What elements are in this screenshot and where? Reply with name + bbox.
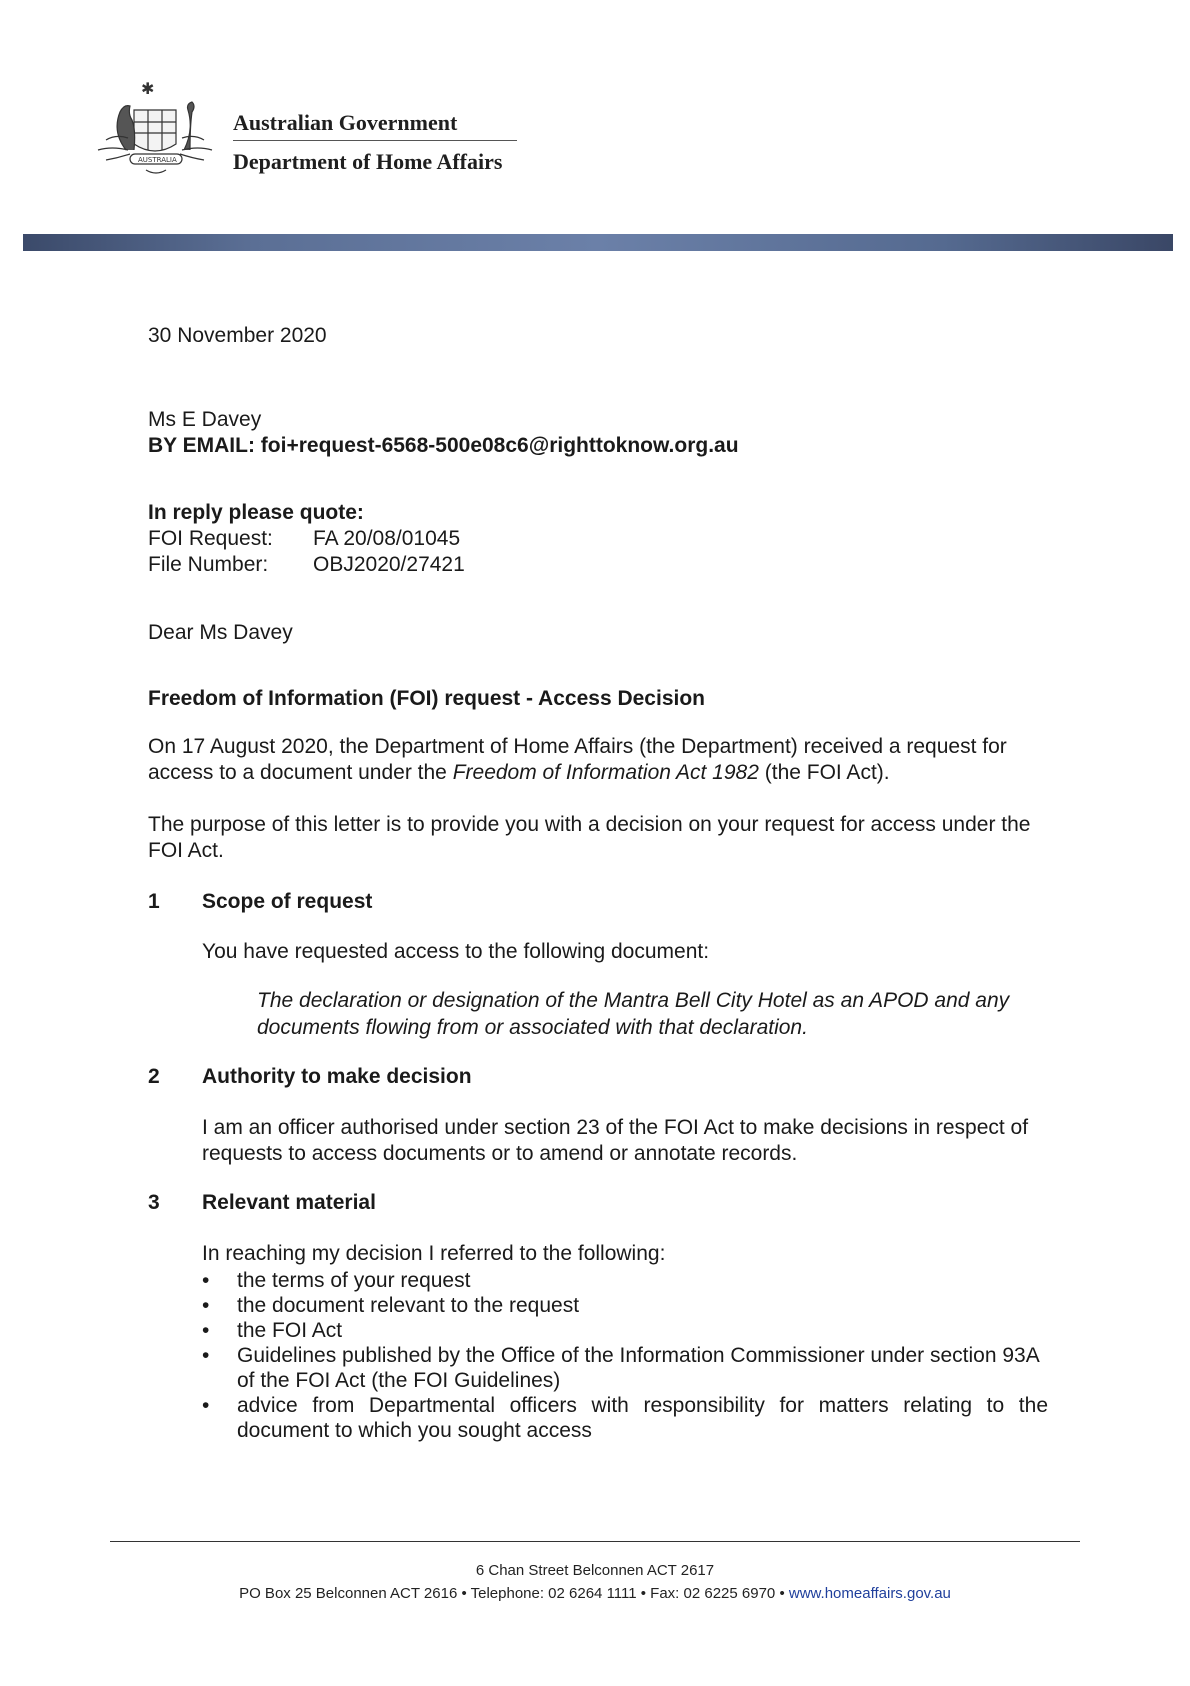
reference-block (148, 500, 1048, 578)
letterhead-band (23, 234, 1173, 251)
bullet-icon: • (202, 1269, 210, 1292)
section-number: 3 (148, 1191, 160, 1214)
material-intro: In reaching my decision I referred to the following: (202, 1242, 666, 1265)
bullet-icon: • (202, 1294, 210, 1317)
paragraph-receipt (148, 734, 1053, 786)
list-item (202, 1293, 1048, 1318)
list-item (202, 1268, 1048, 1293)
subject-heading: Freedom of Information (FOI) request - Access Decision (148, 687, 705, 710)
reference-heading: In reply please quote: (148, 501, 364, 524)
list-item-text: the document relevant to the request (237, 1294, 580, 1317)
recipient-block (148, 407, 1048, 459)
list-item (202, 1393, 1048, 1443)
list-item (202, 1318, 1048, 1343)
section-number: 2 (148, 1065, 160, 1088)
website-link[interactable]: www.homeaffairs.gov.au (788, 1585, 951, 1602)
file-number-row (148, 552, 1048, 578)
government-name: Australian Government (233, 108, 517, 141)
footer-contact-details: PO Box 25 Belconnen ACT 2616 • Telephone: 02 6264 1111 • Fax: 02 6225 6970 • (239, 1585, 785, 1602)
authority-paragraph: I am an officer authorised under section 23 of the FOI Act to make decisions in respect of requests to access documents or to amend or annotate records. (202, 1116, 1029, 1165)
footer-divider (110, 1541, 1080, 1542)
letter-date: 30 November 2020 (148, 324, 327, 347)
list-item (202, 1343, 1048, 1393)
svg-text:✱: ✱ (141, 80, 155, 98)
section-title: Authority to make decision (202, 1065, 472, 1088)
svg-text:AUSTRALIA: AUSTRALIA (138, 156, 177, 164)
email-label: BY EMAIL: (148, 434, 255, 457)
agency-name-block (233, 108, 517, 177)
bullet-icon: • (202, 1319, 210, 1342)
recipient-email-line (148, 433, 1048, 459)
section-1-heading (148, 889, 1048, 915)
section-title: Relevant material (202, 1191, 376, 1214)
scope-intro: You have requested access to the following document: (202, 940, 710, 963)
file-number-label: File Number: (148, 553, 269, 576)
footer-address: 6 Chan Street Belconnen ACT 2617 (475, 1562, 715, 1579)
coat-of-arms-logo (86, 80, 226, 180)
act-name: Freedom of Information Act 1982 (452, 761, 759, 784)
department-name: Department of Home Affairs (233, 149, 503, 174)
list-item-text: the FOI Act (237, 1319, 343, 1342)
list-item-text: the terms of your request (237, 1269, 471, 1292)
file-number-value: OBJ2020/27421 (313, 553, 465, 576)
paragraph-receipt-end: (the FOI Act). (758, 761, 890, 784)
material-list (202, 1268, 1048, 1443)
list-item-text: Guidelines published by the Office of the Information Commissioner under section 93A of the FOI Act (the FOI Guidelines) (237, 1344, 1039, 1392)
salutation: Dear Ms Davey (148, 621, 293, 644)
list-item-text: advice from Departmental officers with responsibility for matters relating to the document to which you sought access (237, 1394, 1048, 1442)
foi-request-label: FOI Request: (148, 527, 273, 550)
scope-quote: The declaration or designation of the Mantra Bell City Hotel as an APOD and any documents flowing from or associated with that declaration. (257, 989, 1010, 1039)
paragraph-receipt-start: On 17 August 2020, the Department of Home Affairs (the Department) received a request for access to a document under the (148, 735, 1007, 784)
paragraph-purpose: The purpose of this letter is to provide you with a decision on your request for access under the FOI Act. (148, 813, 1031, 862)
recipient-email[interactable]: foi+request-6568-500e08c6@righttoknow.org.au (260, 434, 739, 457)
footer-contacts (110, 1583, 1080, 1605)
recipient-name: Ms E Davey (148, 408, 262, 431)
section-title: Scope of request (202, 890, 373, 913)
foi-request-value: FA 20/08/01045 (313, 527, 461, 550)
bullet-icon: • (202, 1394, 210, 1417)
bullet-icon: • (202, 1344, 210, 1367)
section-number: 1 (148, 890, 160, 913)
section-3-heading (148, 1190, 1048, 1216)
section-2-heading (148, 1064, 1048, 1090)
foi-request-row (148, 526, 1048, 552)
